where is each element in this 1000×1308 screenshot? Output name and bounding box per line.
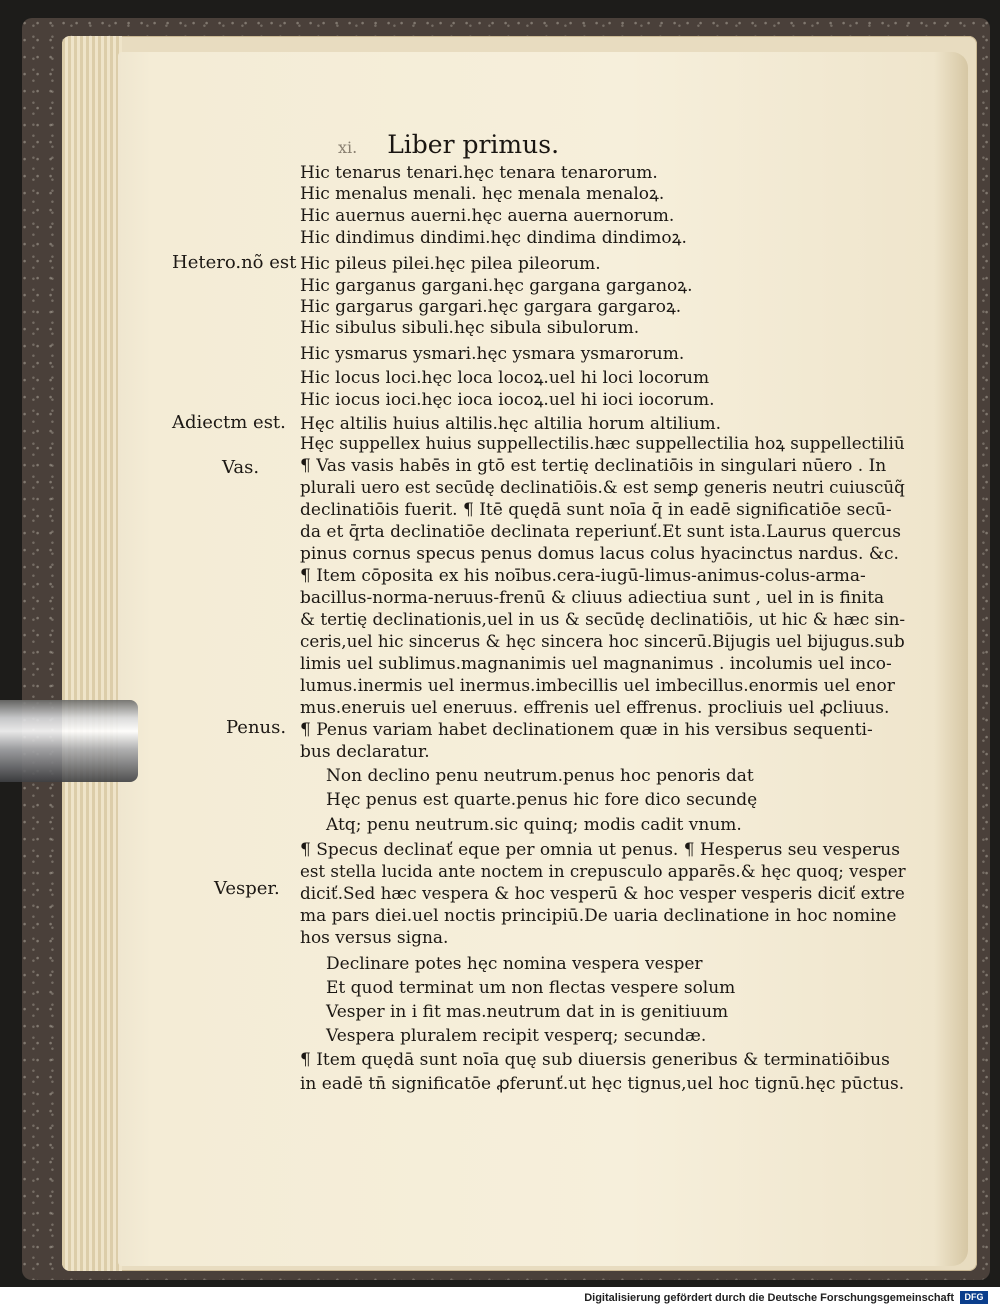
text-line: Hęc suppellex huius suppellectilis.hæc suppellectilia hoꝝ suppellectiliū [300, 434, 905, 454]
text-line: Hic sibulus sibuli.hęc sibula sibulorum. [300, 318, 640, 338]
text-line: Hic garganus gargani.hęc gargana garganoꝝ. [300, 276, 693, 296]
text-line: lumus.inermis uel inermus.imbecillis uel imbecillus.enormis uel enor [300, 676, 895, 696]
text-line: Hic auernus auerni.hęc auerna auernorum. [300, 206, 675, 226]
verse-line: Declinare potes hęc nomina vespera vesper [326, 954, 703, 974]
dfg-logo: DFG [960, 1291, 988, 1304]
verse-line: Non declino penu neutrum.penus hoc penoris dat [326, 766, 754, 786]
verse-line: Hęc penus est quarte.penus hic fore dico secundę [326, 790, 758, 810]
footer-bar [0, 1287, 1000, 1308]
text-line: ¶ Item quędā sunt noīa quę sub diuersis generibus & terminatiōibus [300, 1050, 890, 1070]
text-line: Hic iocus ioci.hęc ioca iocoꝝ.uel hi ioci iocorum. [300, 390, 715, 410]
verse-line: Atq; penu neutrum.sic quinq; modis cadit vnum. [326, 815, 742, 835]
text-line: ceris,uel hic sincerus & hęc sincera hoc sincerū.Bijugis uel bijugus.sub [300, 632, 905, 652]
text-line: pinus cornus specus penus domus lacus colus hyacinctus nardus. &c. [300, 544, 899, 564]
text-line: plurali uero est secūdę declinatiōis.& est semꝑ generis neutri cuiuscūq̃ [300, 478, 905, 498]
text-line: hos versus signa. [300, 928, 449, 948]
marginal-note: Hetero.nõ est [172, 252, 297, 273]
text-line: bus declaratur. [300, 742, 430, 762]
text-line: ma pars diei.uel noctis principiū.De uaria declinatione in hoc nomine [300, 906, 897, 926]
text-line: Hic locus loci.hęc loca locoꝝ.uel hi loci locorum [300, 368, 710, 388]
glass-rod [0, 700, 138, 782]
text-line: & tertię declinationis,uel in us & secūdę declinatiōis, ut hic & hæc sin‑ [300, 610, 906, 630]
text-line: declinatiōis fuerit. ¶ Itē quędā sunt noīa q̄ in eadē significatiōe secū‑ [300, 500, 892, 520]
text-line: ¶ Item cōposita ex his noībus.cera‑iugū‑limus‑animus‑colus‑arma‑ [300, 566, 866, 586]
text-line: est stella lucida ante noctem in crepusculo apparēs.& hęc quoq; vesper [300, 862, 906, 882]
text-line: ¶ Penus variam habet declinationem quæ in his versibus sequenti‑ [300, 720, 873, 740]
verse-line: Vespera pluralem recipit vesperq; secundæ. [326, 1026, 707, 1046]
text-line: ¶ Vas vasis habēs in gtō est tertię declinatiōis in singulari nūero . In [300, 456, 887, 476]
marginal-note: Penus. [226, 717, 287, 738]
text-line: Hęc altilis huius altilis.hęc altilia horum altilium. [300, 414, 722, 434]
verse-line: Et quod terminat um non flectas vespere solum [326, 978, 736, 998]
text-line: Hic tenarus tenari.hęc tenara tenarorum. [300, 163, 658, 183]
text-line: mus.eneruis uel eneruus. effrenis uel effrenus. procliuis uel ꝓcliuus. [300, 698, 890, 718]
folio-number: xi. [338, 138, 358, 157]
marginal-note: Vas. [222, 457, 260, 478]
funding-note: Digitalisierung gefördert durch die Deutsche Forschungsgemeinschaft [584, 1292, 954, 1304]
text-line: diciť.Sed hæc vespera & hoc vesperū & hoc vesper vesperis diciť extre [300, 884, 905, 904]
text-line: ¶ Specus declinať eque per omnia ut penus. ¶ Hesperus seu vesperus [300, 840, 900, 860]
text-line: Hic ysmarus ysmari.hęc ysmara ysmarorum. [300, 344, 685, 364]
text-line: Hic gargarus gargari.hęc gargara gargaroꝝ. [300, 297, 682, 317]
marginal-note: Vesper. [214, 878, 280, 899]
verse-line: Vesper in i fit mas.neutrum dat in is genitiuum [326, 1002, 729, 1022]
text-line: Hic menalus menali. hęc menala menaloꝝ. [300, 184, 665, 204]
text-line: limis uel sublimus.magnanimis uel magnanimus . incolumis uel inco‑ [300, 654, 892, 674]
marginal-note: Adiectm est. [172, 412, 286, 433]
running-header [338, 130, 658, 160]
text-line: Hic pileus pilei.hęc pilea pileorum. [300, 254, 601, 274]
text-line: Hic dindimus dindimi.hęc dindima dindimoꝝ. [300, 228, 687, 248]
page-edges [62, 36, 122, 1271]
running-title: Liber primus. [387, 130, 560, 159]
text-line: da et q̄rta declinatiōe declinata reperiunť.Et sunt ista.Laurus quercus [300, 522, 901, 542]
text-line: bacillus‑norma‑neruus‑frenū & cliuus adiectiua sunt , uel in is finita [300, 588, 885, 608]
text-line: in eadē tn̄ significatōe ꝓferunť.ut hęc tignus,uel hoc tignū.hęc pūctus. [300, 1074, 905, 1094]
